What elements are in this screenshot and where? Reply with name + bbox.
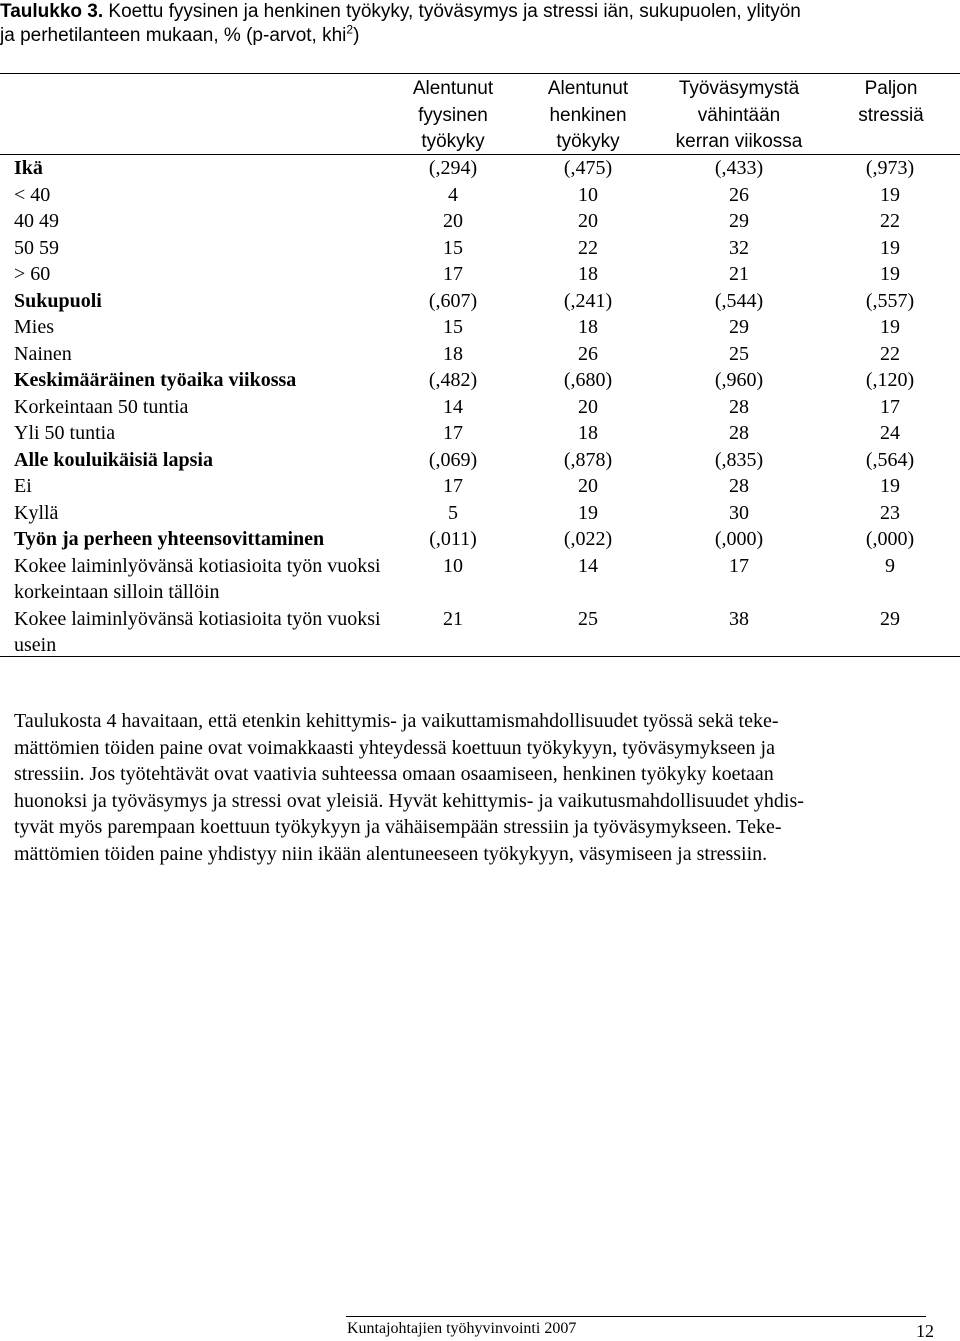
p-value-cell: (,544) (714, 289, 764, 312)
table-row (0, 261, 960, 288)
percent-cell: 19 (880, 183, 900, 206)
p-value-cell: (,000) (714, 528, 764, 550)
table-group-row (0, 526, 960, 553)
percent-cell: 28 (729, 395, 749, 418)
percent-cell: 18 (578, 422, 598, 444)
p-value-cell: (,294) (428, 157, 478, 179)
percent-cell: 19 (578, 501, 598, 524)
p-value-cell: (,960) (714, 369, 764, 391)
percent-cell: 15 (443, 236, 463, 259)
percent-cell: 4 (448, 183, 458, 206)
column-header-2 (528, 76, 648, 156)
percent-cell: 19 (880, 263, 900, 285)
percent-cell: 20 (578, 475, 598, 497)
percent-cell: 14 (443, 395, 463, 418)
percent-cell: 25 (578, 607, 598, 630)
row-label: Korkeintaan 50 tuntia (14, 395, 189, 418)
column-header-3 (662, 76, 816, 156)
paragraph-line: stressiin. Jos työtehtävät ovat vaativia suhteessa omaan osaamiseen, henkinen työkyky koetaan (14, 763, 774, 785)
percent-cell: 21 (729, 263, 749, 285)
caption-text-3: ) (353, 25, 360, 46)
footer-rule (346, 1316, 926, 1317)
percent-cell: 29 (729, 316, 749, 338)
percent-cell: 17 (443, 475, 463, 497)
percent-cell: 28 (729, 422, 749, 444)
table-top-rule (0, 73, 960, 74)
percent-cell: 17 (443, 422, 463, 444)
column-header-line: Työväsymystä (678, 78, 800, 99)
column-header-line: Alentunut (412, 78, 494, 99)
percent-cell: 20 (578, 395, 598, 418)
table-group-row (0, 155, 960, 182)
row-label: Nainen (14, 342, 72, 365)
column-header-line: työkyky (421, 131, 485, 152)
column-header-line: työkyky (556, 131, 620, 152)
caption-text-1: Koettu fyysinen ja henkinen työkyky, työväsymys ja stressi iän, sukupuolen, ylityön (108, 1, 801, 22)
table-row (0, 473, 960, 500)
column-header-line: vähintään (697, 104, 781, 126)
paragraph-line: mättömien töiden paine ovat voimakkaasti yhteydessä koettuun työkykyyn, työväsymykseen ja (14, 736, 775, 759)
row-label: < 40 (14, 183, 51, 206)
column-header-4 (836, 76, 946, 129)
table-row (0, 553, 960, 606)
p-value-cell: (,000) (865, 528, 915, 550)
percent-cell: 22 (578, 236, 598, 259)
group-label: Työn ja perheen yhteensovittaminen (14, 528, 325, 550)
p-value-cell: (,475) (563, 157, 613, 179)
p-value-cell: (,011) (429, 528, 477, 550)
body-paragraph (14, 708, 914, 867)
table-row (0, 314, 960, 341)
column-header-line: Alentunut (547, 78, 629, 99)
table-row (0, 208, 960, 235)
p-value-cell: (,433) (714, 157, 764, 179)
paragraph-line: Taulukosta 4 havaitaan, että etenkin kehittymis- ja vaikuttamismahdollisuudet työssä sekä teke- (14, 710, 779, 732)
percent-cell: 28 (729, 475, 749, 497)
caption-text-2: ja perhetilanteen mukaan, % (p-arvot, khi (0, 25, 347, 46)
percent-cell: 15 (443, 316, 463, 338)
p-value-cell: (,973) (865, 157, 915, 179)
percent-cell: 10 (578, 183, 598, 206)
p-value-cell: (,241) (563, 289, 613, 312)
table-row (0, 420, 960, 447)
caption-line-2 (0, 24, 940, 48)
p-value-cell: (,878) (563, 448, 613, 471)
group-label: Ikä (14, 157, 43, 179)
percent-cell: 17 (443, 263, 463, 285)
row-label: Kokee laiminlyövänsä kotiasioita työn vuoksi usein (14, 607, 381, 656)
paragraph-line: huonoksi ja työväsymys ja stressi ovat yleisiä. Hyvät kehittymis- ja vaikutusmahdollisuudet yhdis- (14, 789, 804, 812)
p-value-cell: (,835) (714, 448, 764, 471)
percent-cell: 18 (578, 316, 598, 338)
row-label: Yli 50 tuntia (14, 422, 116, 444)
table-row (0, 394, 960, 421)
percent-cell: 29 (729, 210, 749, 232)
paragraph-line: tyvät myös parempaan koettuun työkykyyn ja vähäisempään stressiin ja työväsymykseen. Teke- (14, 816, 782, 838)
footer-publication: Kuntajohtajien työhyvinvointi 2007 (347, 1320, 577, 1337)
table-row (0, 500, 960, 527)
percent-cell: 19 (880, 316, 900, 338)
percent-cell: 10 (443, 554, 463, 577)
percent-cell: 26 (578, 342, 598, 365)
p-value-cell: (,022) (563, 528, 613, 550)
percent-cell: 22 (880, 210, 900, 232)
percent-cell: 19 (880, 236, 900, 259)
percent-cell: 26 (729, 183, 749, 206)
percent-cell: 24 (880, 422, 900, 444)
column-header-line: fyysinen (418, 104, 488, 126)
percent-cell: 20 (578, 210, 598, 232)
caption-label: Taulukko 3. (0, 1, 104, 22)
caption-superscript: 2 (346, 22, 354, 37)
p-value-cell: (,120) (865, 369, 915, 391)
table-group-row (0, 367, 960, 394)
table-group-row (0, 447, 960, 474)
table-bottom-rule (0, 656, 960, 657)
table-row (0, 182, 960, 209)
column-header-line: stressiä (858, 104, 924, 126)
row-label: > 60 (14, 263, 51, 285)
table-row (0, 235, 960, 262)
percent-cell: 18 (578, 263, 598, 285)
percent-cell: 22 (880, 342, 900, 365)
column-header-line: henkinen (549, 104, 627, 126)
p-value-cell: (,069) (428, 448, 478, 471)
p-value-cell: (,564) (865, 448, 915, 471)
group-label: Sukupuoli (14, 289, 102, 312)
percent-cell: 29 (880, 607, 900, 630)
column-header-1 (393, 76, 513, 156)
p-value-cell: (,482) (428, 369, 478, 391)
percent-cell: 25 (729, 342, 749, 365)
row-label: Mies (14, 316, 54, 338)
table-row (0, 341, 960, 368)
row-label: Kokee laiminlyövänsä kotiasioita työn vuoksi korkeintaan silloin tällöin (14, 554, 381, 603)
paragraph-line: mättömien töiden paine yhdistyy niin ikään alentuneeseen työkykyyn, väsymiseen ja stressiin. (14, 842, 768, 865)
table-group-row (0, 288, 960, 315)
table-caption (0, 0, 940, 48)
column-header-line: kerran viikossa (675, 131, 803, 152)
caption-line-1 (0, 0, 940, 24)
row-label: Ei (14, 475, 32, 497)
percent-cell: 14 (578, 554, 598, 577)
table-row (0, 606, 960, 659)
percent-cell: 19 (880, 475, 900, 497)
percent-cell: 30 (729, 501, 749, 524)
percent-cell: 23 (880, 501, 900, 524)
percent-cell: 5 (448, 501, 458, 524)
row-label: 40 49 (14, 210, 59, 232)
percent-cell: 21 (443, 607, 463, 630)
percent-cell: 9 (885, 554, 895, 577)
percent-cell: 17 (880, 395, 900, 418)
row-label: Kyllä (14, 501, 59, 524)
group-label: Alle kouluikäisiä lapsia (14, 448, 213, 471)
row-label: 50 59 (14, 236, 59, 259)
p-value-cell: (,607) (428, 289, 478, 312)
page-number: 12 (916, 1321, 934, 1341)
group-label: Keskimääräinen työaika viikossa (14, 369, 297, 391)
p-value-cell: (,557) (865, 289, 915, 312)
percent-cell: 32 (729, 236, 749, 259)
column-header-line: Paljon (864, 78, 918, 99)
percent-cell: 20 (443, 210, 463, 232)
p-value-cell: (,680) (563, 369, 613, 391)
percent-cell: 17 (729, 554, 749, 577)
percent-cell: 18 (443, 342, 463, 365)
percent-cell: 38 (729, 607, 749, 630)
